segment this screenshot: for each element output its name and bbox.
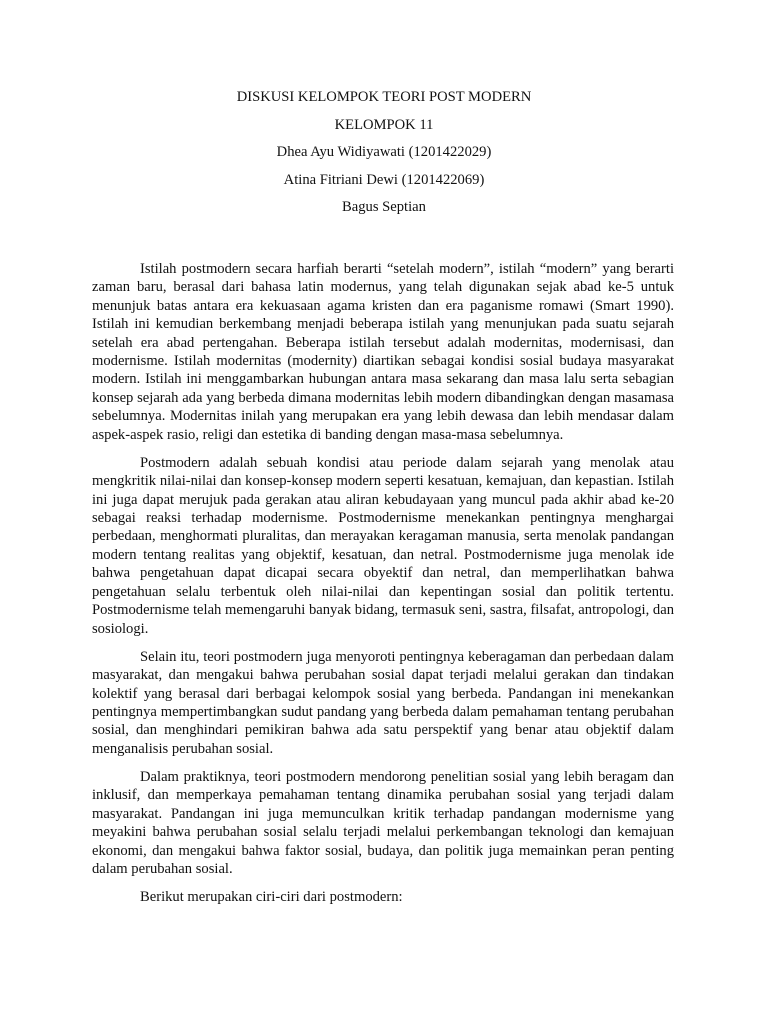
document-body (92, 260, 674, 916)
document-title: DISKUSI KELOMPOK TEORI POST MODERN (236, 89, 532, 105)
group-member: Bagus Septian (342, 199, 426, 215)
body-paragraph: Istilah postmodern secara harfiah berarti “setelah modern”, istilah “modern” yang berarti zaman baru, berasal dari bahasa latin modernus, yang telah digunakan sejak abad ke-5 untuk menunjuk batas antara era kekuasaan agama kristen dan era paganisme romawi (Smart 1990). Istilah ini kemudian berkembang menjadi beberapa istilah yang menunjukan pada suatu sejarah setelah era abad pertengahan. Beberapa istilah tersebut adalah modernitas, modernisasi, dan modernisme. Istilah modernitas (modernity) diartikan sebagai kondisi sosial budaya masyarakat modern. Istilah ini menggambarkan hubungan antara masa sekarang dan masa lalu serta sebagian konsep sejarah ada yang berbeda dimana modernitas lebih modern dibandingkan dengan masamasa sebelumnya. Modernitas inilah yang merupakan era yang lebih dewasa dan lebih mendasar dalam aspek-aspek rasio, religi dan estetika di banding dengan masa-masa sebelumnya. (92, 261, 674, 443)
body-paragraph: Dalam praktiknya, teori postmodern mendorong penelitian sosial yang lebih beragam dan inklusif, dan memperkaya pemahaman tentang dinamika perubahan sosial yang terjadi dalam masyarakat. Pandangan ini juga memunculkan kritik terhadap pandangan modernisme yang meyakini bahwa perubahan sosial selalu terjadi melalui perkembangan teknologi dan kemajuan ekonomi, dan mengakui bahwa faktor sosial, budaya, dan politik juga memainkan peran penting dalam perubahan sosial. (92, 768, 674, 877)
group-name: KELOMPOK 11 (334, 116, 434, 133)
document-header (92, 88, 676, 226)
group-member: Dhea Ayu Widiyawati (1201422029) (276, 144, 492, 160)
body-paragraph: Selain itu, teori postmodern juga menyoroti pentingnya keberagaman dan perbedaan dalam masyarakat, dan mengakui bahwa perubahan sosial dapat terjadi melalui gerakan dan tindakan kolektif yang berasal dari berbagai kelompok sosial yang berbeda. Pandangan ini menekankan pentingnya mempertimbangkan sudut pandang yang berbeda dalam pemahaman tentang perubahan sosial, dan menghindari pemikiran bahwa ada satu perspektif yang benar atau objektif dalam menganalisis perubahan sosial. (92, 648, 674, 757)
body-paragraph: Postmodern adalah sebuah kondisi atau periode dalam sejarah yang menolak atau mengkritik nilai-nilai dan konsep-konsep modern seperti kesatuan, kemajuan, dan kepastian. Istilah ini juga dapat merujuk pada gerakan atau aliran kebudayaan yang muncul pada akhir abad ke-20 sebagai reaksi terhadap modernisme. Postmodernisme menekankan pentingnya menghargai perbedaan, menghormati pluralitas, dan merayakan keragaman manusia, serta menolak pandangan modern tentang realitas yang objektif, kesatuan, dan netral. Postmodernisme juga menolak ide bahwa pengetahuan dapat dicapai secara obyektif dan netral, dan memperlihatkan bahwa pengetahuan selalu terbentuk oleh nilai-nilai dan kepentingan sosial dan politik tertentu. Postmodernisme telah memengaruhi banyak bidang, termasuk seni, sastra, filsafat, antropologi, dan sosiologi. (92, 454, 674, 637)
body-paragraph: Berikut merupakan ciri-ciri dari postmodern: (140, 889, 403, 906)
group-member: Atina Fitriani Dewi (1201422069) (283, 171, 485, 188)
